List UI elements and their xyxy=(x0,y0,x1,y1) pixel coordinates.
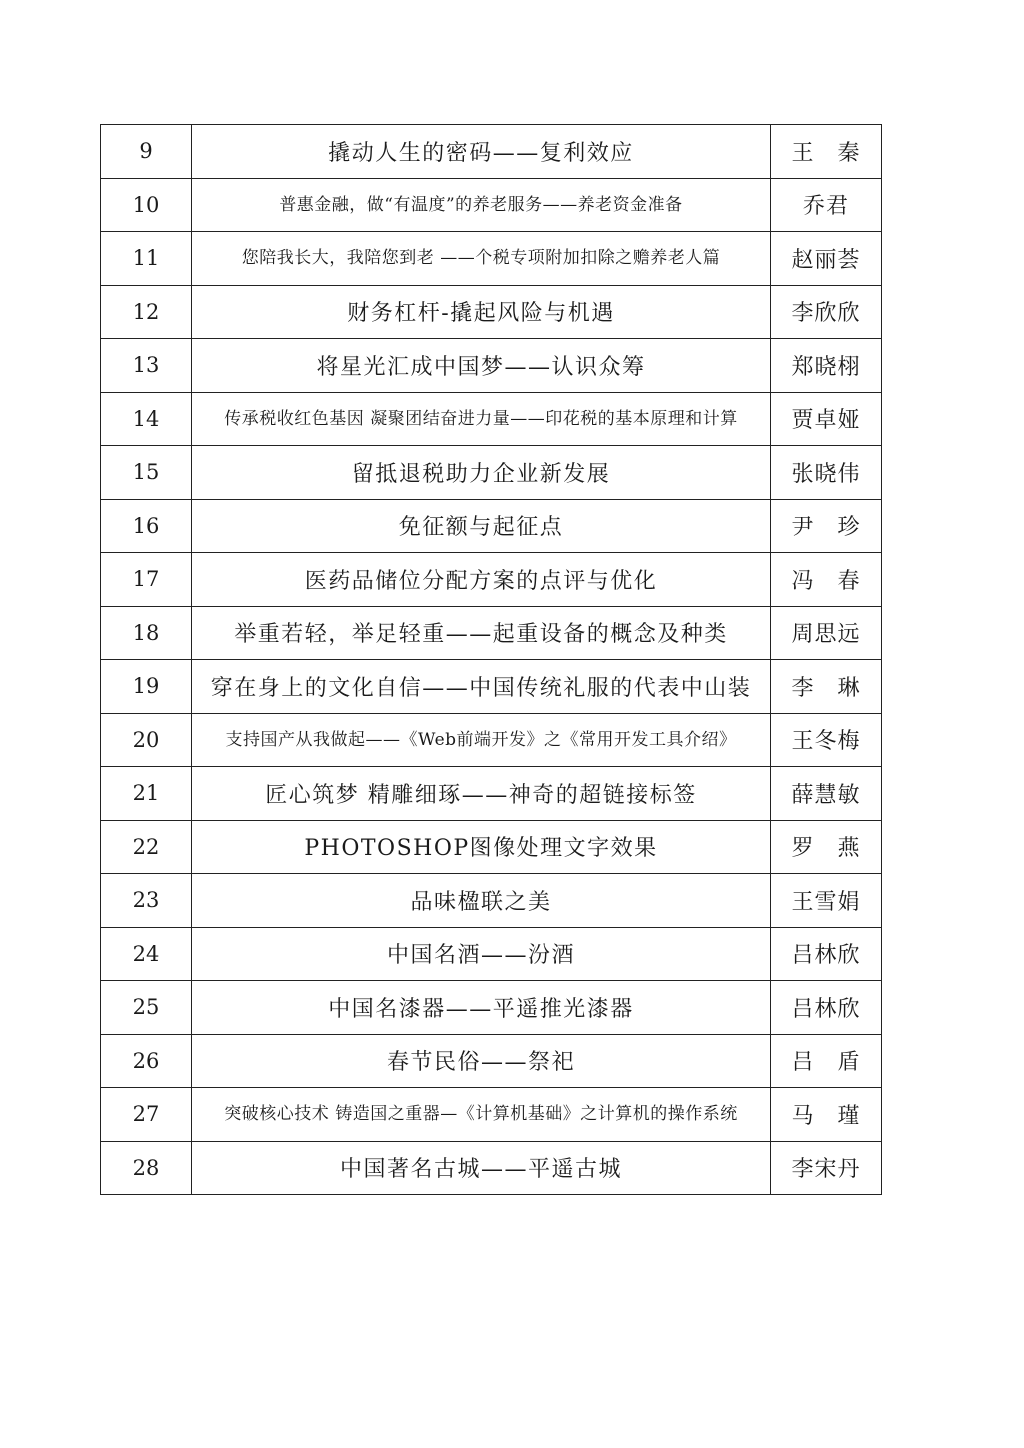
table-row xyxy=(101,660,882,714)
teacher-name: 李欣欣 xyxy=(771,285,882,339)
table-row xyxy=(101,981,882,1035)
row-number: 28 xyxy=(101,1141,192,1195)
course-title: 撬动人生的密码——复利效应 xyxy=(192,125,771,179)
row-number: 11 xyxy=(101,232,192,286)
row-number: 21 xyxy=(101,767,192,821)
course-title: 突破核心技术 铸造国之重器—《计算机基础》之计算机的操作系统 xyxy=(192,1088,771,1142)
teacher-name: 李宋丹 xyxy=(771,1141,882,1195)
course-title: 中国著名古城——平遥古城 xyxy=(192,1141,771,1195)
row-number: 19 xyxy=(101,660,192,714)
course-title: 将星光汇成中国梦——认识众筹 xyxy=(192,339,771,393)
course-title: 医药品储位分配方案的点评与优化 xyxy=(192,553,771,607)
course-title: 普惠金融，做“有温度”的养老服务——养老资金准备 xyxy=(192,178,771,232)
row-number: 22 xyxy=(101,820,192,874)
course-title: 中国名酒——汾酒 xyxy=(192,927,771,981)
teacher-name: 王 秦 xyxy=(771,125,882,179)
course-title: 财务杠杆-撬起风险与机遇 xyxy=(192,285,771,339)
row-number: 13 xyxy=(101,339,192,393)
teacher-name: 尹 珍 xyxy=(771,499,882,553)
teacher-name: 薛慧敏 xyxy=(771,767,882,821)
table-row xyxy=(101,446,882,500)
teacher-name: 乔君 xyxy=(771,178,882,232)
course-title: 穿在身上的文化自信——中国传统礼服的代表中山装 xyxy=(192,660,771,714)
table-row xyxy=(101,1141,882,1195)
teacher-name: 吕林欣 xyxy=(771,927,882,981)
teacher-name: 冯 春 xyxy=(771,553,882,607)
row-number: 23 xyxy=(101,874,192,928)
row-number: 15 xyxy=(101,446,192,500)
table-row xyxy=(101,820,882,874)
course-title: 留抵退税助力企业新发展 xyxy=(192,446,771,500)
teacher-name: 李 琳 xyxy=(771,660,882,714)
teacher-name: 马 瑾 xyxy=(771,1088,882,1142)
course-title: PHOTOSHOP图像处理文字效果 xyxy=(192,820,771,874)
teacher-name: 周思远 xyxy=(771,606,882,660)
teacher-name: 赵丽荟 xyxy=(771,232,882,286)
row-number: 16 xyxy=(101,499,192,553)
table-row xyxy=(101,553,882,607)
table-row xyxy=(101,927,882,981)
teacher-name: 王雪娟 xyxy=(771,874,882,928)
course-title: 春节民俗——祭祀 xyxy=(192,1034,771,1088)
row-number: 26 xyxy=(101,1034,192,1088)
table-row xyxy=(101,392,882,446)
table-row xyxy=(101,874,882,928)
row-number: 17 xyxy=(101,553,192,607)
row-number: 20 xyxy=(101,713,192,767)
teacher-name: 贾卓娅 xyxy=(771,392,882,446)
row-number: 27 xyxy=(101,1088,192,1142)
row-number: 9 xyxy=(101,125,192,179)
teacher-name: 罗 燕 xyxy=(771,820,882,874)
table-row xyxy=(101,1034,882,1088)
table-body xyxy=(101,125,882,1195)
course-title: 支持国产从我做起——《Web前端开发》之《常用开发工具介绍》 xyxy=(192,713,771,767)
teacher-name: 张晓伟 xyxy=(771,446,882,500)
course-title: 举重若轻，举足轻重——起重设备的概念及种类 xyxy=(192,606,771,660)
table-row xyxy=(101,499,882,553)
table-row xyxy=(101,713,882,767)
table-row xyxy=(101,767,882,821)
course-title: 匠心筑梦 精雕细琢——神奇的超链接标签 xyxy=(192,767,771,821)
table-row xyxy=(101,606,882,660)
row-number: 24 xyxy=(101,927,192,981)
table-row xyxy=(101,178,882,232)
table-row xyxy=(101,125,882,179)
table-row xyxy=(101,285,882,339)
course-title: 传承税收红色基因 凝聚团结奋进力量——印花税的基本原理和计算 xyxy=(192,392,771,446)
teacher-name: 吕 盾 xyxy=(771,1034,882,1088)
course-title: 中国名漆器——平遥推光漆器 xyxy=(192,981,771,1035)
row-number: 12 xyxy=(101,285,192,339)
course-title: 免征额与起征点 xyxy=(192,499,771,553)
course-table xyxy=(100,124,882,1195)
course-title: 您陪我长大，我陪您到老 ——个税专项附加扣除之赡养老人篇 xyxy=(192,232,771,286)
teacher-name: 吕林欣 xyxy=(771,981,882,1035)
table-row xyxy=(101,339,882,393)
row-number: 18 xyxy=(101,606,192,660)
row-number: 14 xyxy=(101,392,192,446)
teacher-name: 王冬梅 xyxy=(771,713,882,767)
table-row xyxy=(101,1088,882,1142)
table-row xyxy=(101,232,882,286)
row-number: 25 xyxy=(101,981,192,1035)
row-number: 10 xyxy=(101,178,192,232)
teacher-name: 郑晓栩 xyxy=(771,339,882,393)
course-title: 品味楹联之美 xyxy=(192,874,771,928)
